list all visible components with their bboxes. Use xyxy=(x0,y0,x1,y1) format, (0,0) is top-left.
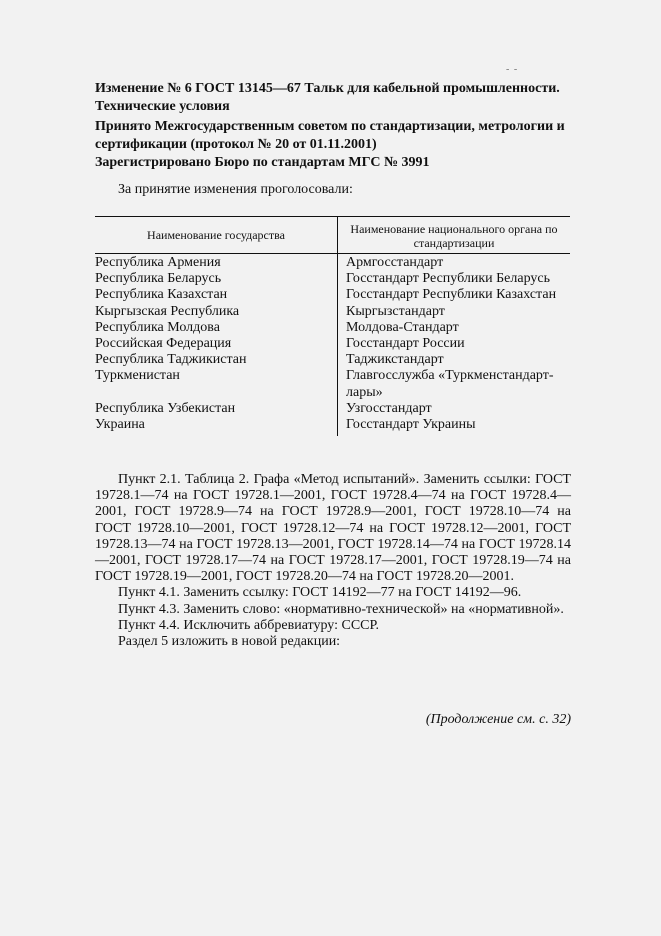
states-column xyxy=(95,255,335,433)
standards-bodies-column xyxy=(346,255,572,433)
table-cell-state: Республика Беларусь xyxy=(95,271,222,287)
table-cell-state: Республика Казахстан xyxy=(95,287,228,303)
adoption-block xyxy=(95,118,575,172)
table-cell-body: Узгосстандарт xyxy=(346,400,432,416)
table-header-state: Наименование государства xyxy=(147,228,285,242)
table-cell-body: Кыргызстандарт xyxy=(346,303,445,319)
table-cell-body: Госстандарт Украины xyxy=(346,416,476,432)
table-header-body: Наименование национального органа по стандартизации xyxy=(350,222,558,250)
paragraph: Пункт 4.4. Исключить аббревиатуру: СССР. xyxy=(118,617,380,633)
paragraph: Пункт 4.1. Заменить ссылку: ГОСТ 14192—77 на ГОСТ 14192—96. xyxy=(118,585,522,601)
table-cell-state: Туркменистан xyxy=(95,368,180,384)
adopted-line: Принято Межгосударственным советом по стандартизации, метрологии и сертификации (протокол № 20 от 01.11.2001) xyxy=(95,119,565,152)
amendment-text xyxy=(95,472,571,650)
table-cell-state: Российская Федерация xyxy=(95,335,232,351)
table-top-rule xyxy=(95,216,570,217)
table-cell-state: Республика Узбекистан xyxy=(95,400,236,416)
table-cell-state: Республика Таджикистан xyxy=(95,352,247,368)
table-cell-state: Республика Армения xyxy=(95,255,221,270)
voted-intro: За принятие изменения проголосовали: xyxy=(118,182,353,197)
table-cell-body: Молдова-Стандарт xyxy=(346,319,459,335)
registered-line: Зарегистрировано Бюро по стандартам МГС № 3991 xyxy=(95,155,430,170)
table-cell-body: Госстандарт Республики Беларусь xyxy=(346,271,551,287)
table-cell-state: Украина xyxy=(95,416,145,432)
table-cell-body: Главгосслужба «Туркменстандарт-лары» xyxy=(346,368,554,400)
table-cell-state: Республика Молдова xyxy=(95,319,220,335)
table-cell-body: Таджикстандарт xyxy=(346,352,444,368)
table-cell-body: Армгосстандарт xyxy=(346,255,444,270)
table-cell-state: Кыргызская Республика xyxy=(95,303,240,319)
paragraph: Раздел 5 изложить в новой редакции: xyxy=(118,634,341,650)
document-title: Изменение № 6 ГОСТ 13145—67 Тальк для кабельной промышленности. Технические условия xyxy=(95,81,560,114)
continuation-note: (Продолжение см. с. 32) xyxy=(425,712,571,727)
scan-mark: - - xyxy=(506,64,519,75)
paragraph: Пункт 4.3. Заменить слово: «нормативно-технической» на «нормативной». xyxy=(118,601,564,617)
table-header-rule xyxy=(95,253,570,254)
table-cell-body: Госстандарт Республики Казахстан xyxy=(346,287,557,303)
table-cell-body: Госстандарт России xyxy=(346,335,465,351)
paragraph: Пункт 2.1. Таблица 2. Графа «Метод испытаний». Заменить ссылки: ГОСТ 19728.1—74 на ГОСТ 19728.1—2001, ГОСТ 19728.4—74 на ГОСТ 19728.4—2001, ГОСТ 19728.9—74 на ГОСТ 19728.9—2001, ГОСТ 19728.10—74 на ГОСТ 19728.10—2001, ГОСТ 19728.12—74 на ГОСТ 19728.12—2001, ГОСТ 19728.13—74 на ГОСТ 19728.13—2001, ГОСТ 19728.14—74 на ГОСТ 19728.14—2001, ГОСТ 19728.17—74 на ГОСТ 19728.17—2001, ГОСТ 19728.19—74 на ГОСТ 19728.19—2001, ГОСТ 19728.20—74 на ГОСТ 19728.20—2001. xyxy=(95,472,571,585)
